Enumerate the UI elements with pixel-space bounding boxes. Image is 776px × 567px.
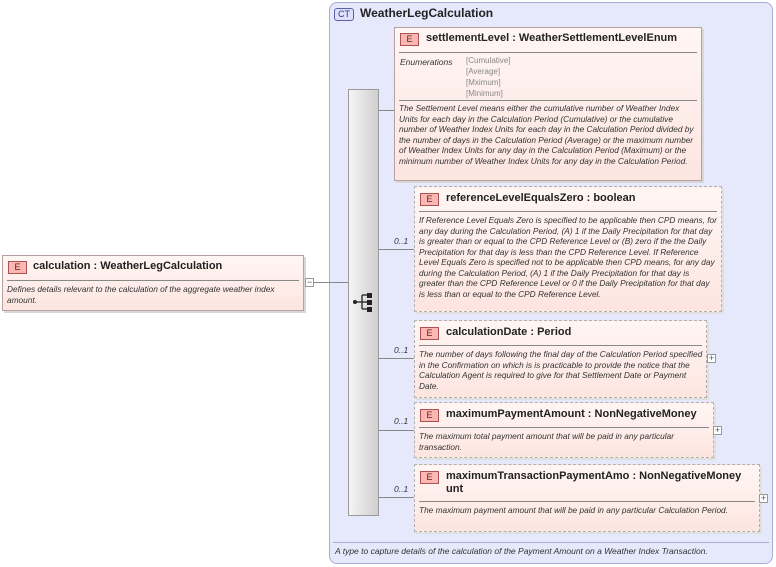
element-badge: E	[400, 33, 419, 46]
element-badge: E	[420, 471, 439, 484]
expand-toggle[interactable]: +	[760, 493, 767, 503]
element-documentation: The Settlement Level means either the cumulative number of Weather Index Units for each day in the Calculation Period (Cumulative) or the cumulative number of Weather Index Units for each day in the Calculation Period divided by the number of days in the Calculation Period (Average) or the maximum number of Weather Index Units for any day in the Calculation Period (Maximum) or the minimum number of Weather Index Units for any day in the Calculation Period.	[399, 103, 694, 166]
sequence-compositor-icon	[352, 290, 376, 314]
enumeration-value: [Cumulative]	[466, 56, 511, 65]
expand-toggle[interactable]: +	[708, 353, 715, 363]
element-badge: E	[420, 327, 439, 340]
divider	[399, 52, 697, 53]
element-documentation: The maximum total payment amount that will be paid in any particular transaction.	[419, 431, 675, 452]
connector-line	[379, 110, 394, 111]
occurrence-label: 0..1	[394, 484, 409, 494]
element-calculation-date[interactable]	[414, 320, 707, 398]
element-badge: E	[420, 193, 439, 206]
enumeration-value: [Average]	[466, 67, 501, 76]
expand-toggle[interactable]: +	[714, 425, 721, 435]
connector-line	[379, 430, 415, 431]
complex-type-badge: CT	[334, 8, 354, 21]
occurrence-label: 0..1	[394, 236, 409, 246]
element-documentation: If Reference Level Equals Zero is specified to be applicable then CPD means, for any day during the Calculation Period, (A) 1 if the Daily Precipitation for that day is greater than or equal to the CPD Reference Level or (B) zero if the the Daily Precipitation for that day is less than the CPD Reference Level. If Reference Level Equals Zero is specified not to be applicable then CPD means, for any day during the Calculation Period, (A) 1 if the Daily Precipitation for that day is greater than the CPD Reference Level or 0 if the Daily Precipitation for that day is less than or equal to the CPD Reference Level.	[419, 215, 717, 299]
collapse-toggle[interactable]: −	[306, 277, 313, 287]
connector-line	[379, 358, 415, 359]
element-documentation: The maximum payment amount that will be paid in any particular Calculation Period.	[419, 505, 728, 515]
element-maximum-payment-amount[interactable]	[414, 402, 714, 458]
divider	[419, 211, 717, 212]
element-title-line-2: unt	[446, 483, 464, 495]
element-reference-level-equals-zero[interactable]	[414, 186, 722, 312]
complex-type-footer-divider	[333, 542, 769, 543]
occurrence-label: 0..1	[394, 416, 409, 426]
element-badge: E	[8, 261, 27, 274]
root-element-calculation[interactable]	[2, 255, 304, 311]
element-settlement-level[interactable]	[394, 27, 702, 181]
complex-type-title: WeatherLegCalculation	[360, 6, 494, 20]
element-title: settlementLevel : WeatherSettlementLevelEnum	[426, 32, 678, 44]
divider	[419, 427, 709, 428]
enumeration-value: [Minimum]	[466, 89, 503, 98]
element-title: calculationDate : Period	[446, 326, 572, 338]
complex-type-documentation: A type to capture details of the calculation of the Payment Amount on a Weather Index Transaction.	[335, 546, 708, 556]
divider	[399, 100, 697, 101]
element-title: calculation : WeatherLegCalculation	[33, 260, 223, 272]
connector-line	[379, 497, 415, 498]
element-title-line-1: maximumTransactionPaymentAmo : NonNegativeMoney	[446, 470, 742, 482]
element-documentation: The number of days following the final day of the Calculation Period specified in the Confirmation on which is is practicable to provide the notice that the Calculation Agent is required to give for that Settlement Date or Payment Date.	[419, 349, 703, 391]
element-title: maximumPaymentAmount : NonNegativeMoney	[446, 408, 697, 420]
divider	[419, 345, 702, 346]
element-maximum-transaction-payment-amount[interactable]	[414, 464, 760, 532]
element-documentation: Defines details relevant to the calculation of the aggregate weather index amount.	[7, 284, 275, 305]
enumerations-label: Enumerations	[400, 57, 453, 67]
divider	[7, 280, 299, 281]
connector-line	[314, 282, 348, 283]
occurrence-label: 0..1	[394, 345, 409, 355]
element-badge: E	[420, 409, 439, 422]
connector-line	[379, 249, 415, 250]
enumeration-value: [Mximum]	[466, 78, 501, 87]
element-title: referenceLevelEqualsZero : boolean	[446, 192, 636, 204]
divider	[419, 501, 755, 502]
